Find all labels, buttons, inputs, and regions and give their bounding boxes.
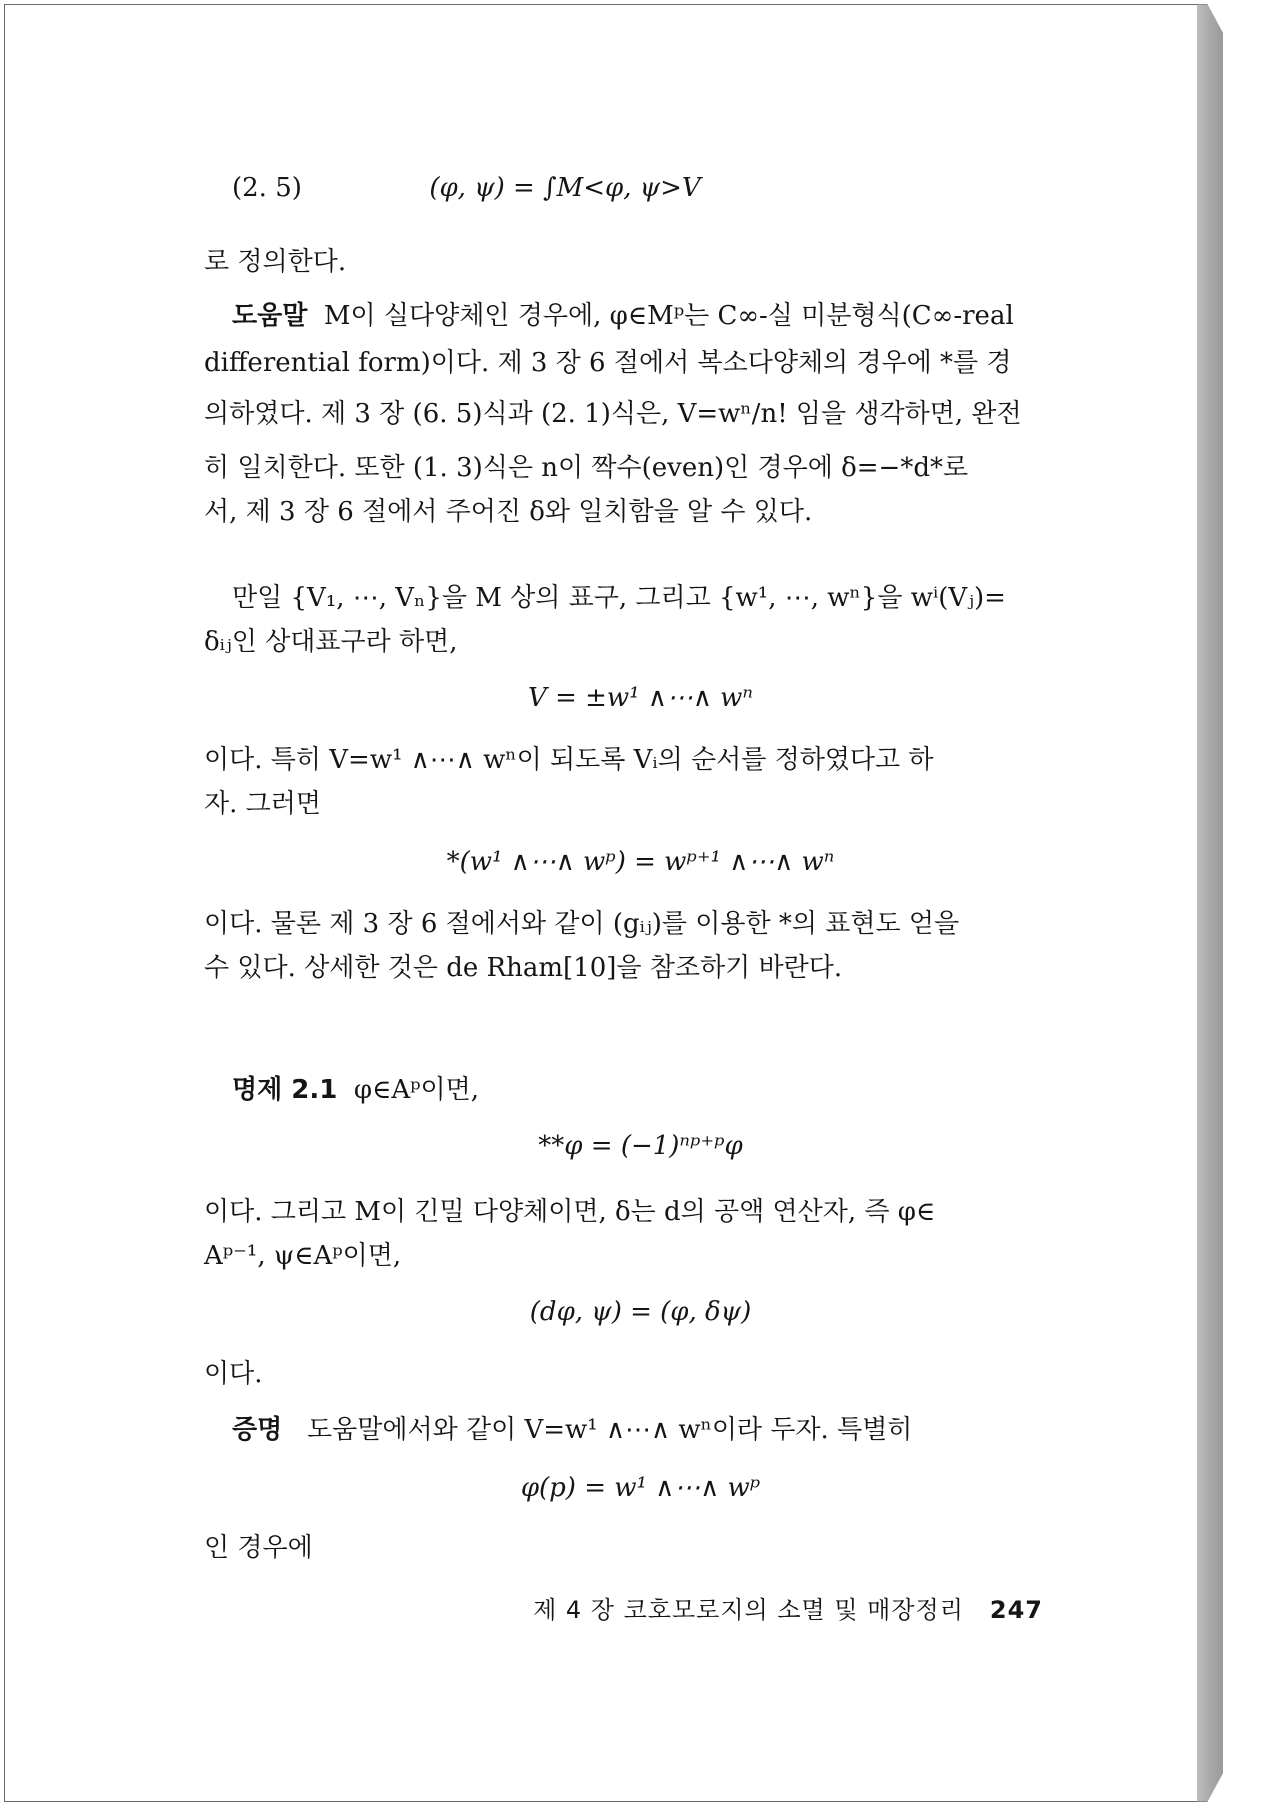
equation-phi-p: φ(p) = w¹ ∧⋯∧ wᵖ	[520, 1473, 761, 1503]
equation-adjoint: (dφ, ψ) = (φ, δψ)	[529, 1297, 752, 1327]
equation-volume-form: V = ±w¹ ∧⋯∧ wⁿ	[528, 683, 753, 713]
text-line: 히 일치한다. 또한 (1. 3)식은 n이 짝수(even)인 경우에 δ=−*d*로	[204, 453, 969, 483]
chapter-title: 제 4 장 코호모로지의 소멸 및 매장정리	[533, 1596, 964, 1624]
proposition-line	[232, 1072, 479, 1108]
remark-line	[232, 298, 1014, 334]
text-line: 이다.	[204, 1359, 263, 1389]
equation-2-5: (φ, ψ) = ∫M<φ, ψ>V	[429, 173, 701, 203]
equation-double-star: **φ = (−1)ⁿᵖ⁺ᵖφ	[538, 1131, 743, 1161]
text-line: 로 정의한다.	[204, 247, 347, 277]
proof-label: 증명	[232, 1415, 283, 1445]
text-line: 만일 {V₁, ⋯, Vₙ}을 M 상의 표구, 그리고 {w¹, ⋯, wⁿ}을 wⁱ(Vⱼ)=	[232, 583, 1006, 613]
text-line: 서, 제 3 장 6 절에서 주어진 δ와 일치함을 알 수 있다.	[204, 497, 813, 527]
text-line: 수 있다. 상세한 것은 de Rham[10]을 참조하기 바란다.	[204, 953, 843, 983]
text-line: δᵢⱼ인 상대표구라 하면,	[204, 627, 458, 657]
text-line: 이다. 특히 V=w¹ ∧⋯∧ wⁿ이 되도록 Vᵢ의 순서를 정하였다고 하	[204, 745, 934, 775]
text-line: 인 경우에	[204, 1533, 313, 1563]
equation-number-2-5: (2. 5)	[232, 173, 302, 203]
text-line: φ∈Aᵖ이면,	[353, 1075, 479, 1105]
text-line: 이다. 물론 제 3 장 6 절에서와 같이 (gᵢⱼ)를 이용한 *의 표현도 얻을	[204, 909, 960, 939]
text-line: 의하였다. 제 3 장 (6. 5)식과 (2. 1)식은, V=wⁿ/n! 임을 생각하면, 완전	[204, 399, 1022, 429]
proposition-label: 명제 2.1	[232, 1075, 338, 1105]
text-line: differential form)이다. 제 3 장 6 절에서 복소다양체의 경우에 *를 경	[204, 348, 1012, 378]
text-line: M이 실다양체인 경우에, φ∈Mᵖ는 C∞-실 미분형식(C∞-real	[323, 301, 1014, 331]
text-line: 이다. 그리고 M이 긴밀 다양체이면, δ는 d의 공액 연산자, 즉 φ∈	[204, 1197, 936, 1227]
page-number: 247	[989, 1596, 1043, 1624]
text-line: Aᵖ⁻¹, ψ∈Aᵖ이면,	[204, 1241, 402, 1271]
text-line: 자. 그러면	[204, 789, 321, 819]
proof-line	[232, 1412, 912, 1448]
book-spine-edge	[1197, 4, 1223, 1802]
equation-hodge-star: *(w¹ ∧⋯∧ wᵖ) = wᵖ⁺¹ ∧⋯∧ wⁿ	[446, 847, 835, 877]
page	[4, 4, 1198, 1802]
remark-label: 도움말	[232, 301, 308, 331]
text-line: 도움말에서와 같이 V=w¹ ∧⋯∧ wⁿ이라 두자. 특별히	[307, 1415, 913, 1445]
page-footer	[533, 1590, 1043, 1625]
